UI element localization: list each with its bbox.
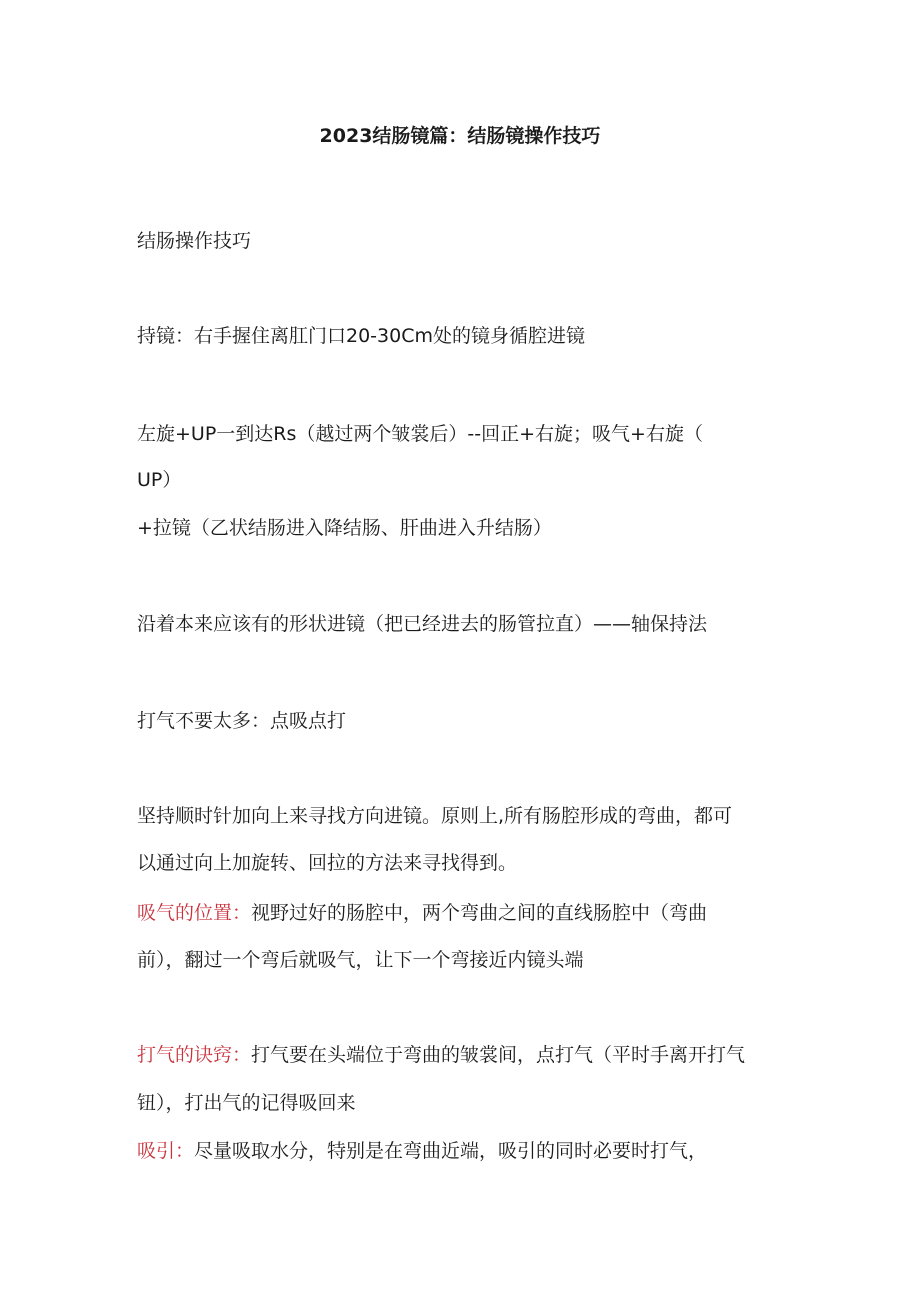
aspiration-text-1: 尽量吸取水分，特别是在弯曲近端，吸引的同时必要时打气，: [194, 1140, 708, 1162]
inflation-trick-line-1: [137, 1043, 745, 1067]
inflation-trick-label: 打气的诀窍：: [137, 1044, 252, 1066]
clockwise-paragraph-line-2: 以通过向上加旋转、回拉的方法来寻找得到。: [137, 852, 518, 874]
inflation-trick-line-2: 钮），打出气的记得吸回来: [137, 1092, 356, 1114]
inflation-trick-text-1: 打气要在头端位于弯曲的皱裳间，点打气（平时手离开打气: [251, 1044, 746, 1066]
suction-position-text-1: 视野过好的肠腔中，两个弯曲之间的直线肠腔中（弯曲: [251, 902, 708, 924]
section-heading: 结肠操作技巧: [137, 230, 252, 252]
rotation-paragraph-line-2: UP）: [137, 469, 182, 491]
rotation-paragraph-line-1: 左旋+UP一到达Rs（越过两个皱裳后）--回正+右旋；吸气+右旋（: [137, 423, 703, 445]
clockwise-paragraph-line-1: 坚持顺时针加向上来寻找方向进镜。原则上,所有肠腔形成的弯曲，都可: [137, 805, 733, 827]
holding-paragraph: 持镜：右手握住离肛门口20-30Cm处的镜身循腔进镜: [137, 325, 585, 347]
suction-position-label: 吸气的位置：: [137, 902, 252, 924]
axis-method-paragraph: 沿着本来应该有的形状进镜（把已经进去的肠管拉直）——轴保持法: [137, 613, 708, 635]
aspiration-line-1: [137, 1139, 707, 1163]
document-title: 2023结肠镜篇：结肠镜操作技巧: [319, 125, 601, 147]
suction-position-line-2: 前），翻过一个弯后就吸气，让下一个弯接近内镜头端: [137, 949, 584, 971]
aspiration-label: 吸引：: [137, 1140, 195, 1162]
pulling-paragraph: +拉镜（乙状结肠进入降结肠、肝曲进入升结肠）: [137, 517, 552, 539]
inflation-tip-paragraph: 打气不要太多：点吸点打: [137, 710, 347, 732]
suction-position-line-1: [137, 901, 707, 925]
